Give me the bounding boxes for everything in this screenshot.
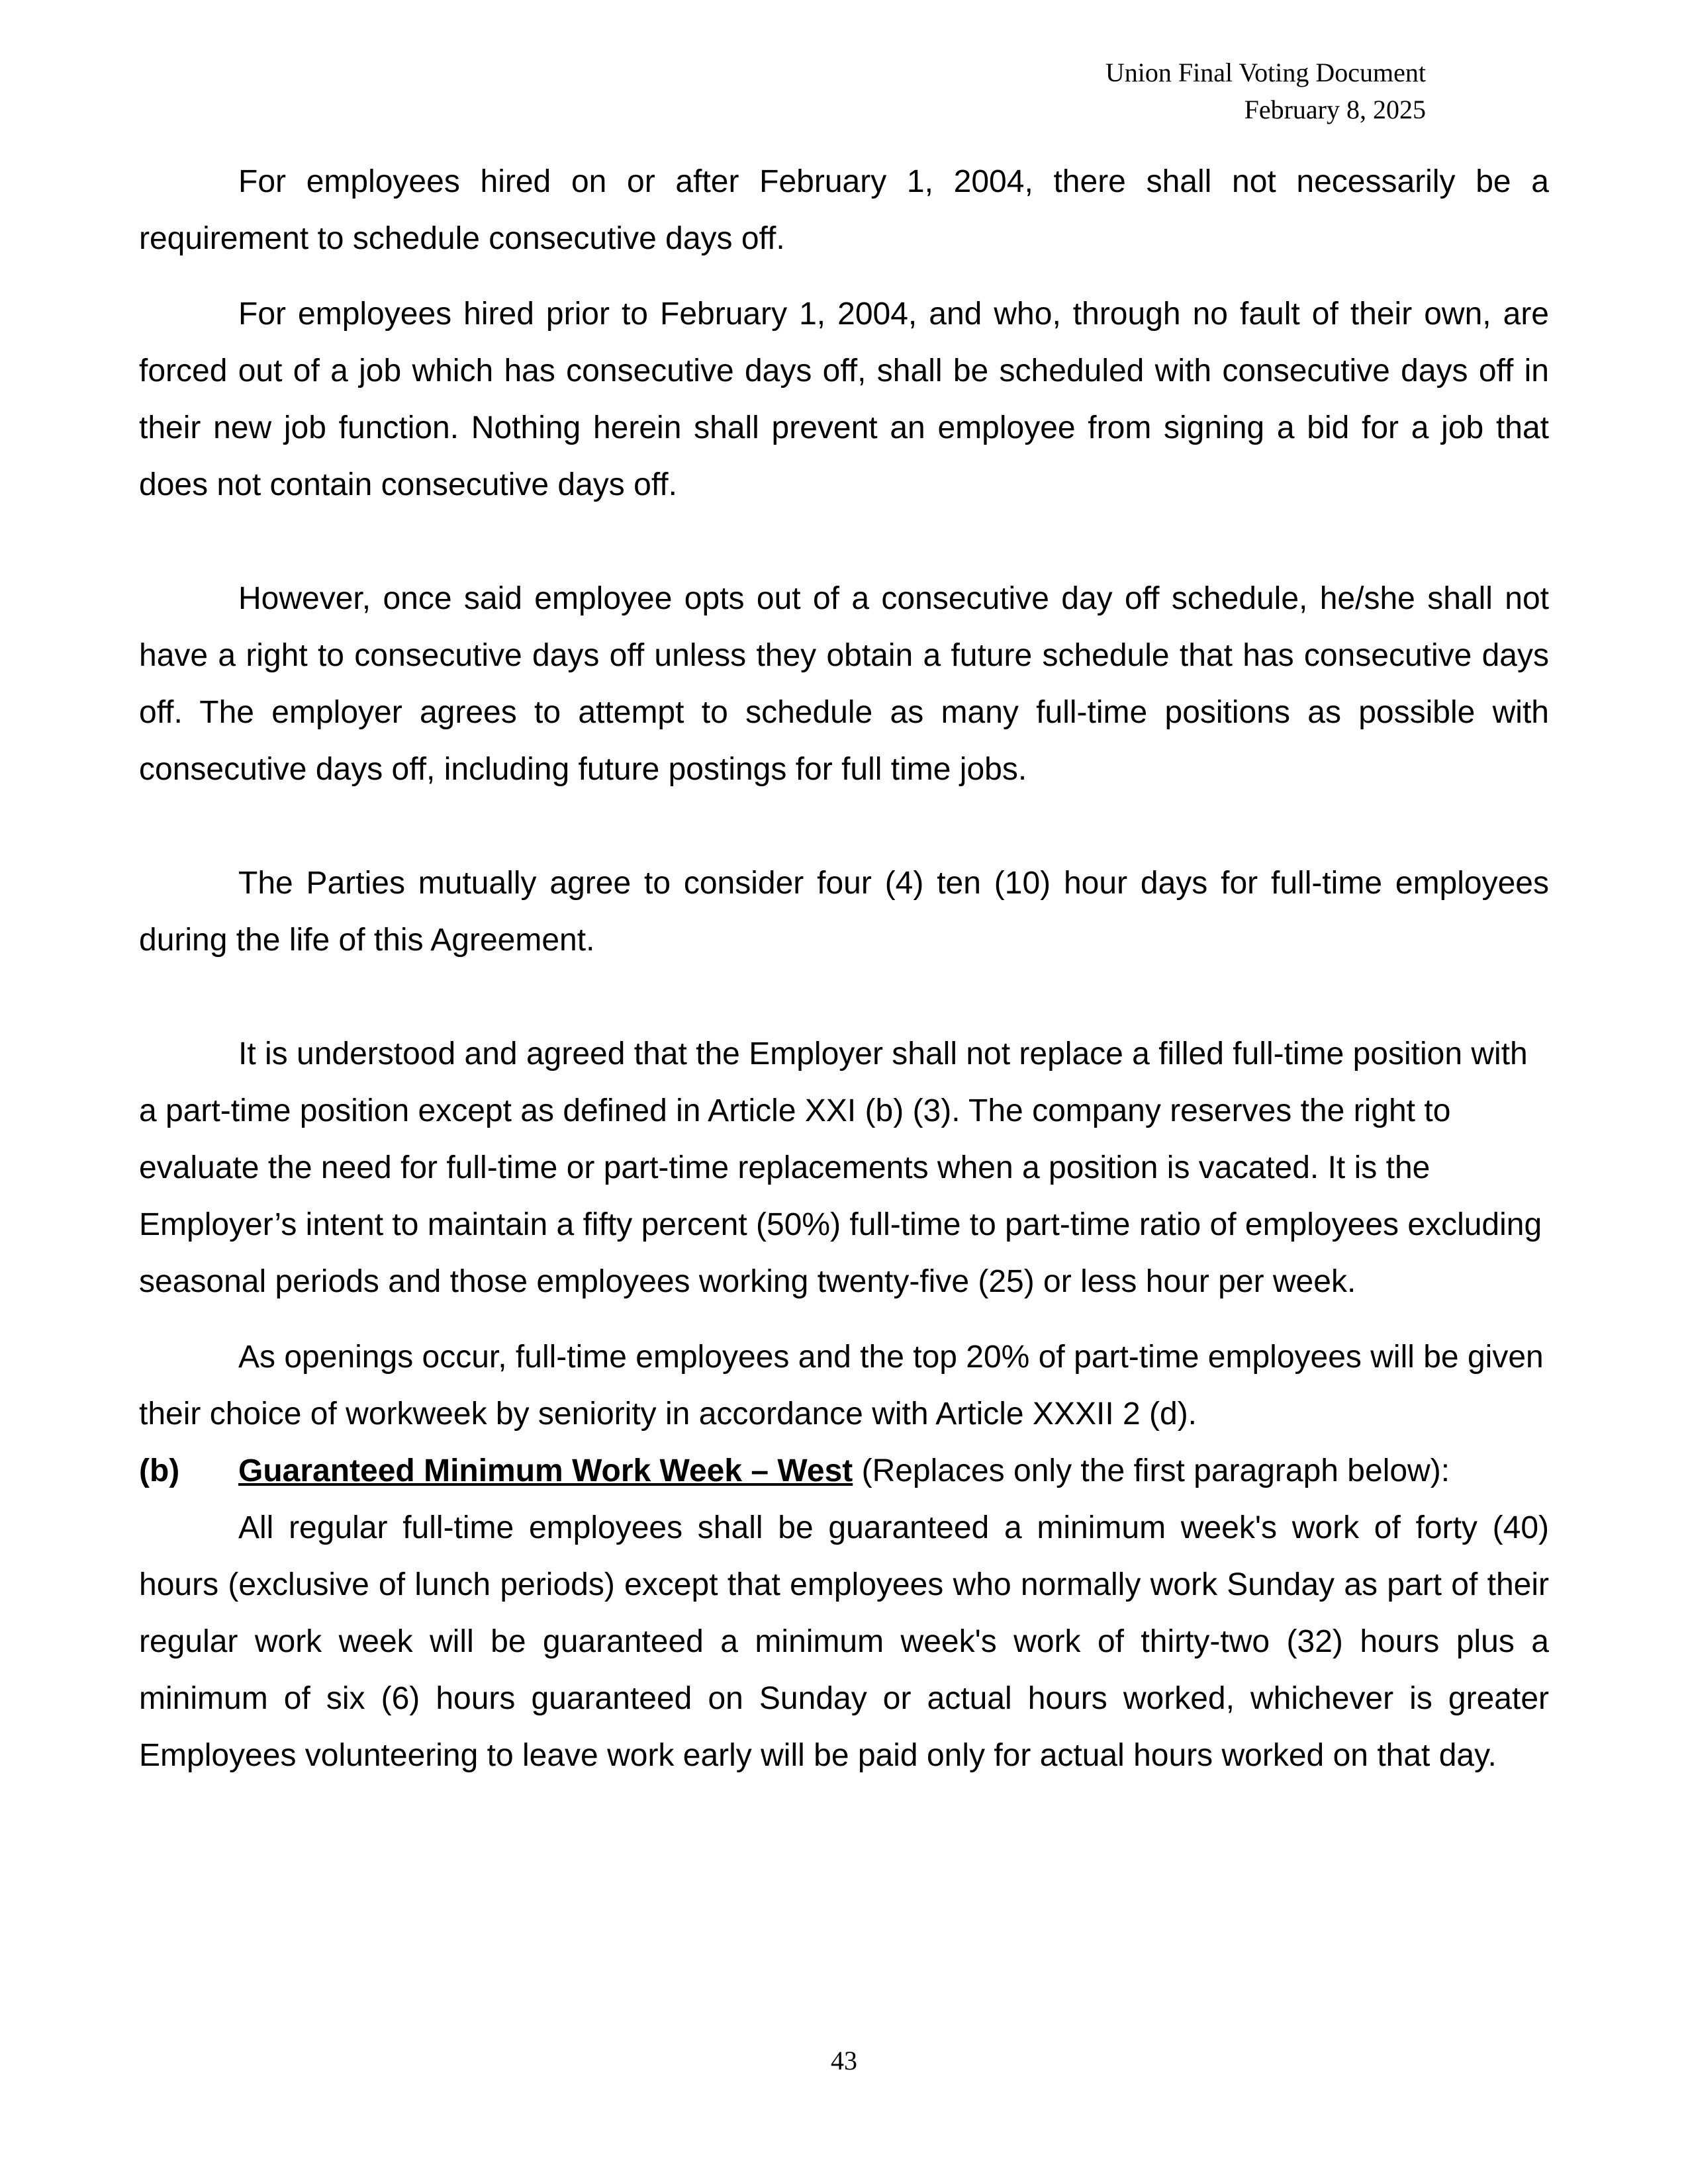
header-document-title: Union Final Voting Document <box>1105 58 1426 87</box>
paragraph-guaranteed-minimum-work-week: All regular full-time employees shall be guaranteed a minimum week's work of forty (40) hours (exclusive of lunch periods) except that employees who normally work Sunday as part of their regular work week will be guaranteed a minimum week's work of thirty-two (32) hours plus a minimum of six (6) hours guaranteed on Sunday or actual hours worked, whichever is greater Employees volunteering to leave work early will be paid only for actual hours worked on that day. <box>139 1510 1549 1773</box>
paragraph-consecutive-days-new-hires: For employees hired on or after February 1, 2004, there shall not necessarily be a requirement to schedule consecutive days off. <box>139 164 1549 256</box>
paragraph-workweek-choice: As openings occur, full-time employees and the top 20% of part-time employees will be given their choice of workweek by seniority in accordance with Article XXXII 2 (d). <box>139 1340 1544 1432</box>
document-header <box>1105 54 1426 128</box>
document-body <box>139 154 1549 1784</box>
paragraph-four-ten-hour-days: The Parties mutually agree to consider four (4) ten (10) hour days for full-time employees during the life of this Agreement. <box>139 866 1549 958</box>
paragraph-consecutive-days-prior-hires: For employees hired prior to February 1, 2004, and who, through no fault of their own, are forced out of a job which has consecutive days off, shall be scheduled with consecutive days off in their new job function. Nothing herein shall prevent an employee from signing a bid for a job that does not contain consecutive days off. <box>139 296 1549 502</box>
header-date: February 8, 2025 <box>1244 95 1426 124</box>
section-b-label: (b) <box>139 1453 180 1488</box>
section-b-note: (Replaces only the first paragraph below): <box>853 1453 1450 1488</box>
section-b-heading <box>139 1443 1549 1500</box>
paragraph-full-time-replacement: It is understood and agreed that the Employer shall not replace a filled full-time position with a part-time position except as defined in Article XXI (b) (3). The company reserves the right to evaluate the need for full-time or part-time replacements when a position is vacated. It is the Employer’s intent to maintain a fifty percent (50%) full-time to part-time ratio of employees excluding seasonal periods and those employees working twenty-five (25) or less hour per week. <box>139 1036 1542 1299</box>
section-b-title: Guaranteed Minimum Work Week – West <box>238 1453 853 1488</box>
paragraph-opt-out: However, once said employee opts out of a consecutive day off schedule, he/she shall not have a right to consecutive days off unless they obtain a future schedule that has consecutive days off. The employer agrees to attempt to schedule as many full-time positions as possible with consecutive days off, including future postings for full time jobs. <box>139 581 1549 787</box>
page-number: 43 <box>831 2046 857 2075</box>
